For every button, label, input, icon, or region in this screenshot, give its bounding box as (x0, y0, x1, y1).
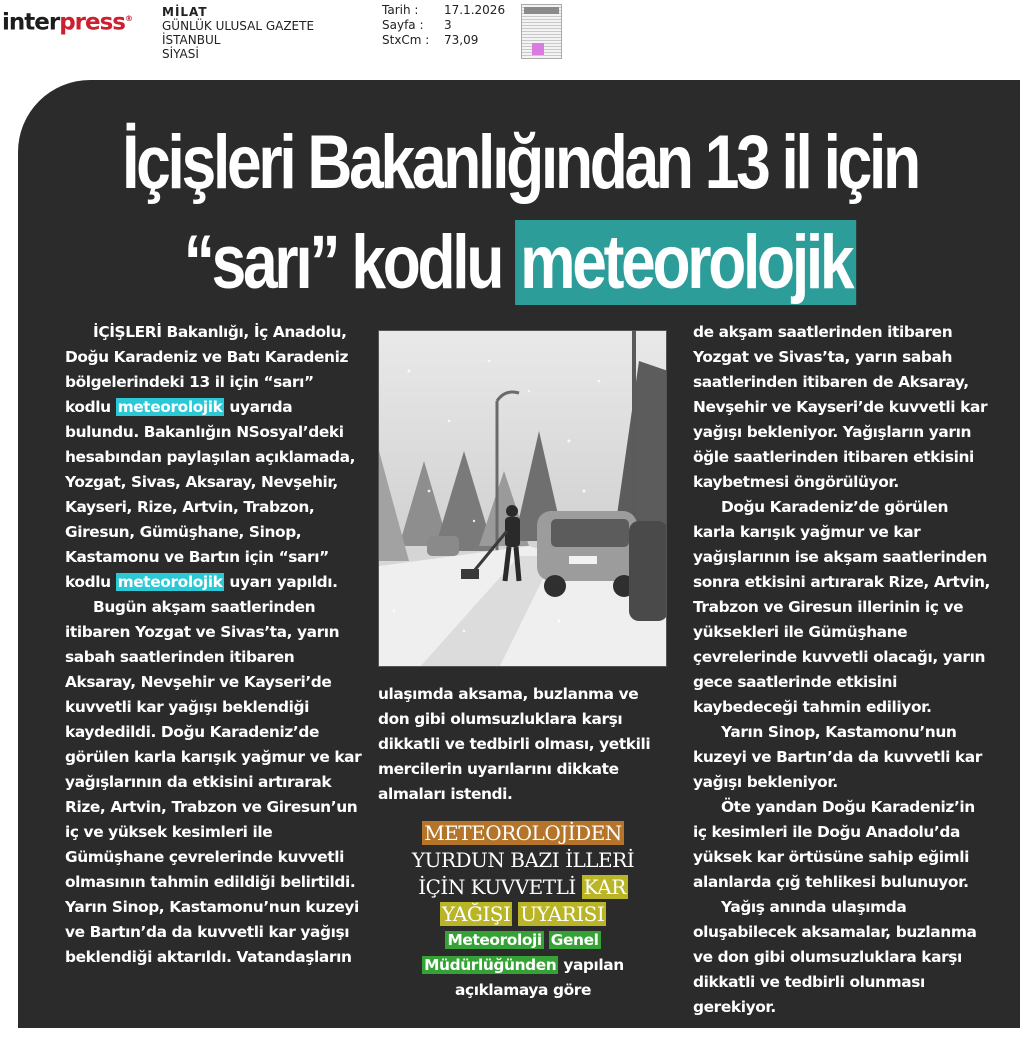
subheading-line: İÇİN KUVVETLİ KAR (418, 875, 626, 899)
paragraph: Yağış anında ulaşımda oluşabilecek aksamalar, buzlanma ve don gibi olumsuzluklara karşı dikkatli ve tedbirli olunması gerekiyor. (693, 898, 977, 1016)
paragraph: Yarın Sinop, Kastamonu’nun kuzeyi ve Bartın’da da kuvvetli kar yağışı bekleniyor. (693, 723, 982, 791)
subheading-box (378, 820, 668, 1003)
source-line: Meteoroloji Genel Müdürlüğünden yapılan açıklamaya göre (424, 931, 624, 999)
interpress-logo: interpress® (2, 9, 132, 36)
headline-line-2: “sarı” kodlu meteorolojik (118, 218, 922, 398)
subheading-highlight: YAĞIŞI (441, 902, 511, 926)
paragraph: Doğu Karadeniz’de görülen karla karışık yağmur ve kar yağışlarının ise akşam saatlerinden sonra etkisini artırarak Rize, Artvin, Trabzon ve Giresun illerinin iç ve yüksekleri ile Gümüşhane çevrelerinde kuvvetli olacağı, yarın gece saatlerinde etkisini kaybedeceği tahmin ediliyor. (693, 498, 991, 716)
date-value: 17.1.2026 (444, 3, 506, 17)
publication-section: SİYASİ (162, 47, 199, 61)
article-column-1 (65, 320, 363, 970)
keyword-highlight: meteorolojik (117, 398, 223, 416)
page-thumbnail-icon[interactable] (521, 4, 562, 59)
subheading-highlight: METEOROLOJİDEN (424, 821, 622, 845)
article-column-2 (378, 682, 668, 807)
subheading-line: YURDUN BAZI İLLERİ (411, 848, 635, 872)
keyword-highlight: meteorolojik (117, 573, 223, 591)
snow-street-photo (378, 330, 667, 667)
subheading-highlight: KAR (583, 875, 626, 899)
article-column-3 (693, 320, 991, 1020)
publication-city: İSTANBUL (162, 33, 221, 47)
publication-name: MİLAT (162, 5, 208, 19)
paragraph: ulaşımda aksama, buzlanma ve don gibi olumsuzluklara karşı dikkatli ve tedbirli olması, yetkili mercilerin uyarılarını dikkate almaları istendi. (378, 685, 651, 803)
subheading-highlight: UYARISI (520, 902, 605, 926)
keyword-highlight: Meteoroloji (447, 931, 542, 949)
keyword-highlight: Müdürlüğünden (424, 956, 557, 974)
page-value: 3 (444, 18, 452, 32)
headline-line-1: İçişleri Bakanlığından 13 il için (122, 120, 918, 205)
publication-info (162, 5, 314, 61)
paragraph: İÇİŞLERİ Bakanlığı, İç Anadolu, Doğu Karadeniz ve Batı Karadeniz bölgelerindeki 13 il için “sarı” kodlu meteorolojik uyarıda bulundu. Bakanlığın NSosyal’deki hesabından paylaşılan açıklamada, Yozgat, Sivas, Aksaray, Nevşehir, Kayseri, Rize, Artvin, Trabzon, Giresun, Gümüşhane, Sinop, Kastamonu ve Bartın için “sarı” kodlu meteorolojik uyarı yapıldı. (65, 323, 356, 591)
subheading-line (378, 901, 668, 928)
paragraph: de akşam saatlerinden itibaren Yozgat ve Sivas’ta, yarın sabah saatlerinden itibaren de Aksaray, Nevşehir ve Kayseri’de kuvvetli kar yağışı bekleniyor. Yağışların yarın öğle saatlerinden itibaren etkisini kaybetmesi öngörülüyor. (693, 323, 988, 491)
publication-type: GÜNLÜK ULUSAL GAZETE (162, 19, 315, 33)
headline-highlight: meteorolojik (515, 220, 856, 305)
keyword-highlight: Genel (550, 931, 599, 949)
paragraph: Öte yandan Doğu Karadeniz’in iç kesimleri ile Doğu Anadolu’da yüksek kar örtüsüne sahip eğimli alanlarda çığ tehlikesi bulunuyor. (693, 798, 975, 891)
paragraph: Bugün akşam saatlerinden itibaren Yozgat ve Sivas’ta, yarın sabah saatlerinden itibaren Aksaray, Nevşehir ve Kayseri’de kuvvetli kar yağışı beklendiği kaydedildi. Doğu Karadeniz’de görülen karla karışık yağmur ve kar yağışlarının da etkisini artırarak Rize, Artvin, Trabzon ve Giresun’un iç ve yüksek kesimleri ile Gümüşhane çevrelerinde kuvvetli olmasının tahmin edildiği belirtildi. Yarın Sinop, Kastamonu’nun kuzeyi ve Bartın’da da kuvvetli kar yağışı beklendiği aktarıldı. Vatandaşların (65, 598, 362, 966)
stxcm-value: 73,09 (444, 33, 479, 47)
clipping-meta: Tarih : 17.1.2026 Sayfa : 3 StxCm : 73,09 (382, 3, 506, 47)
